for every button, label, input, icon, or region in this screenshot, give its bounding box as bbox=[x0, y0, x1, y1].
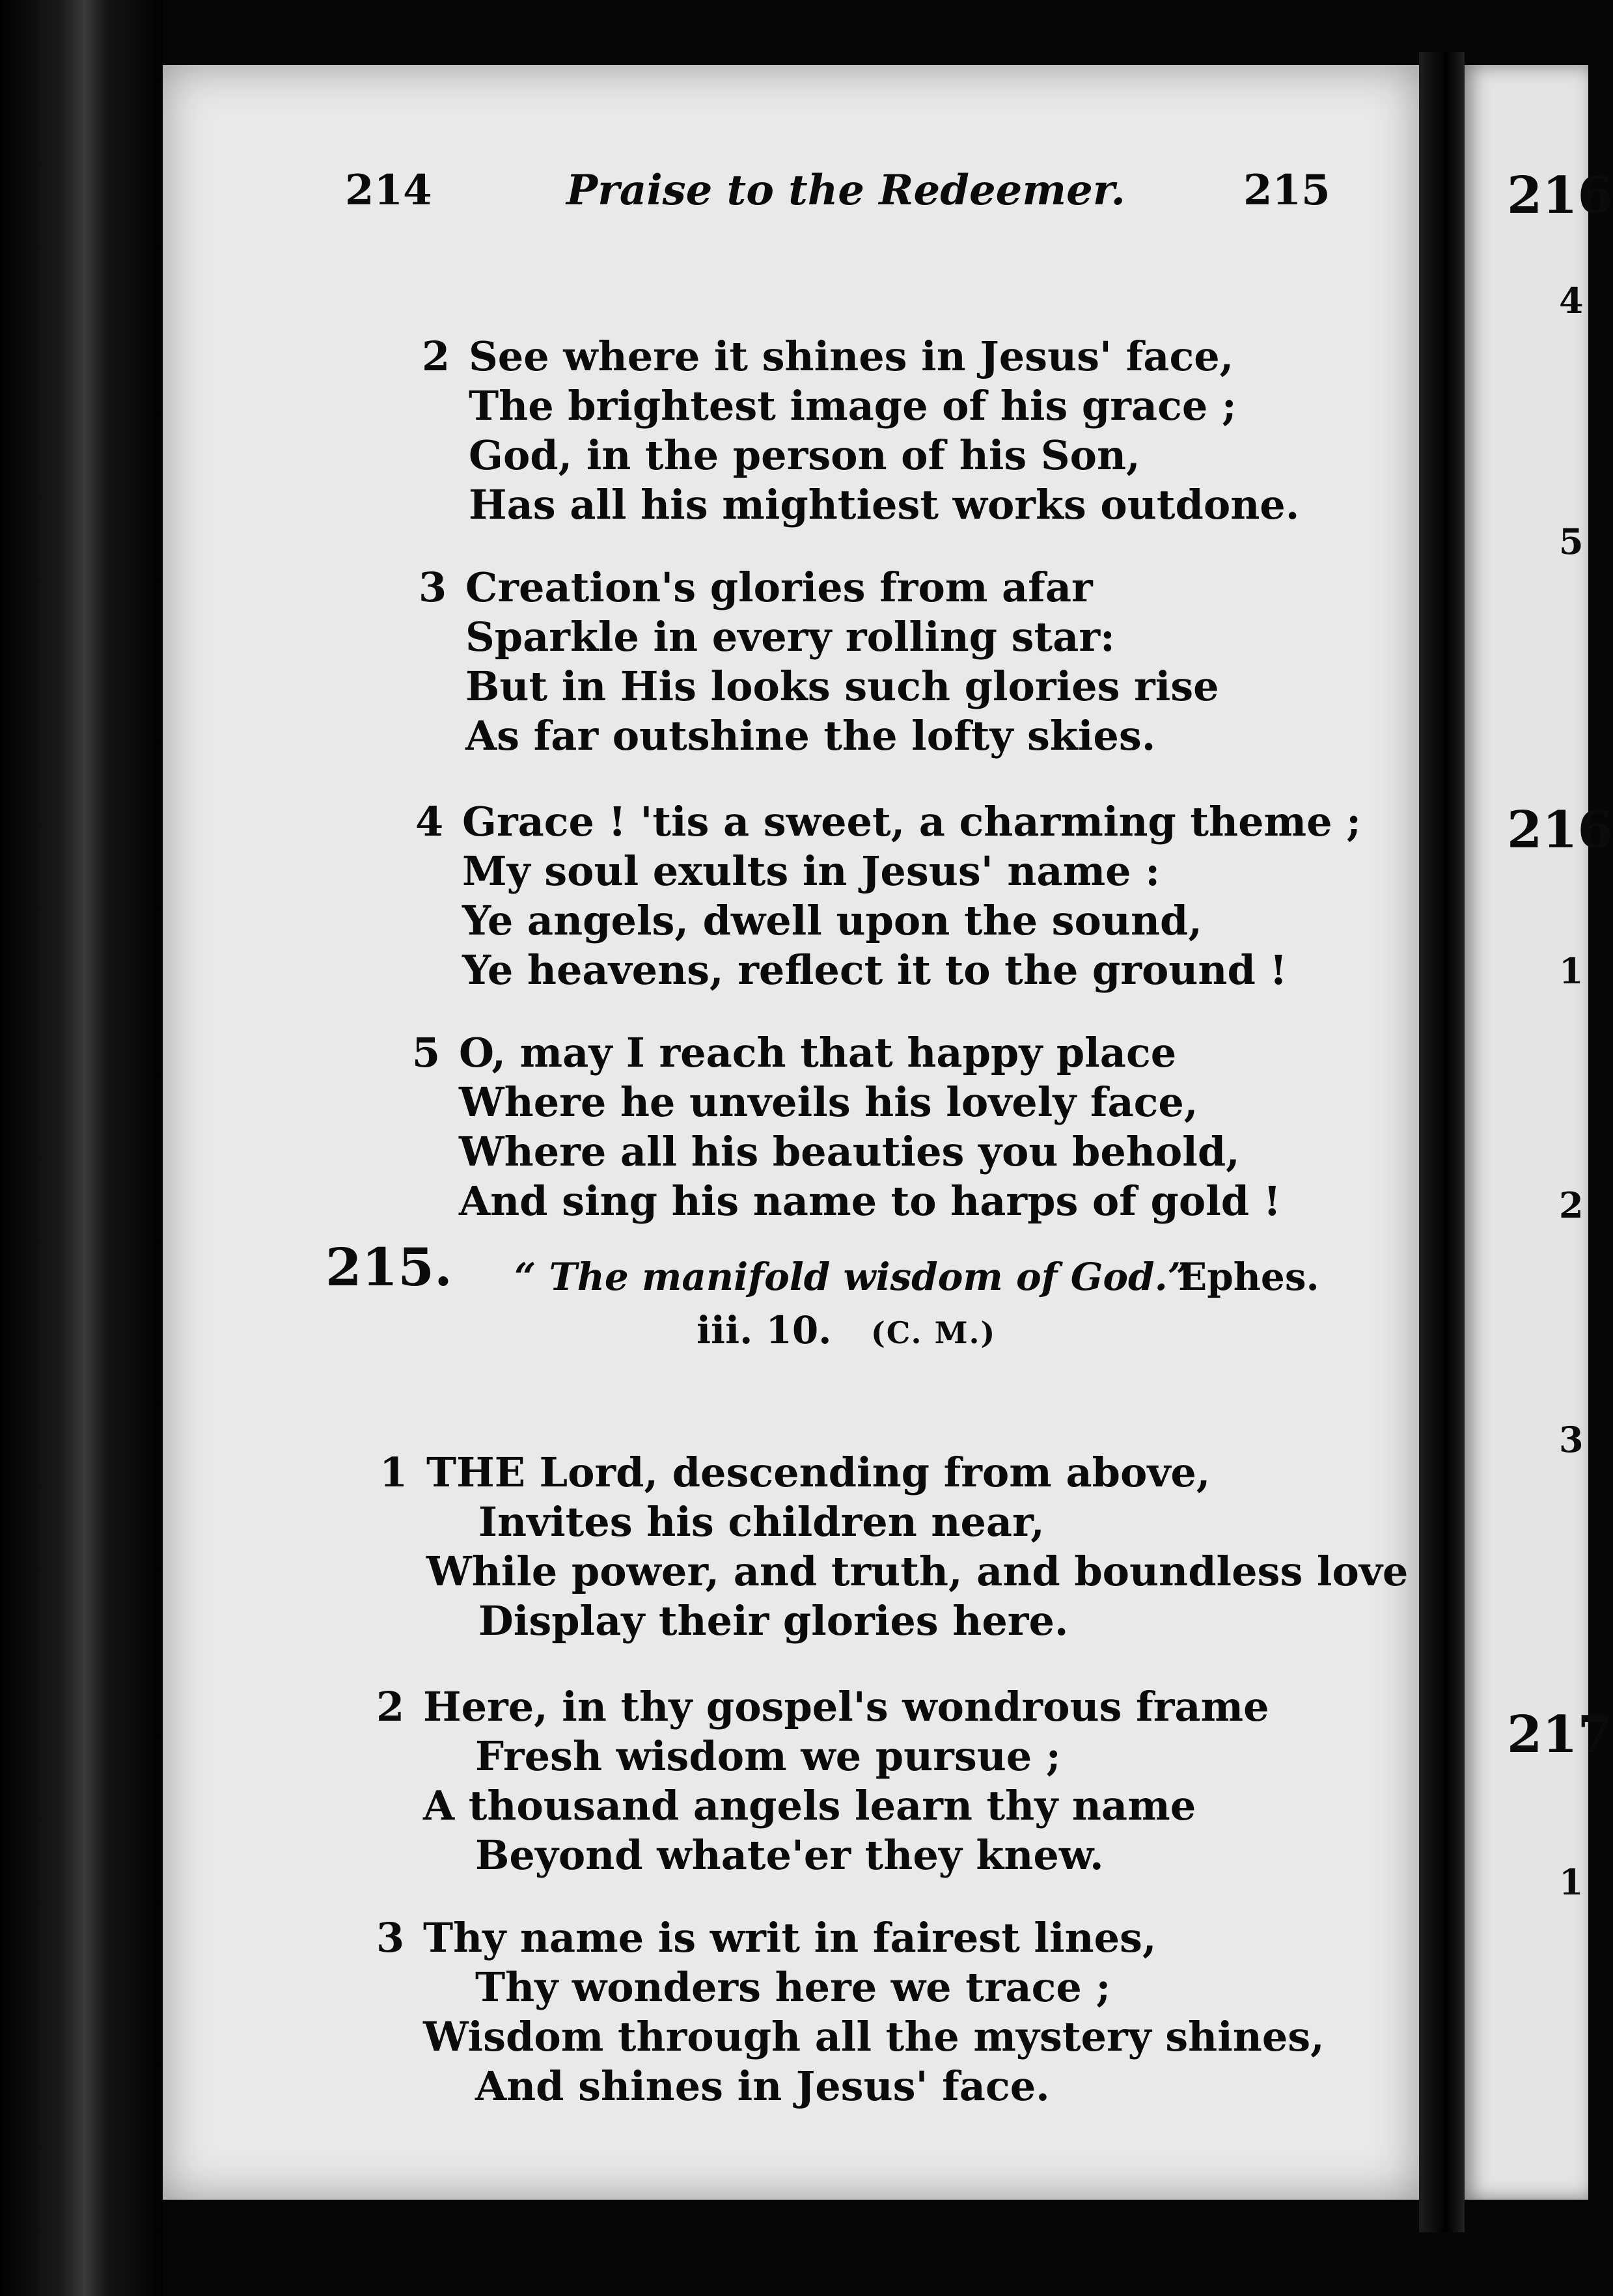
next-page-edge bbox=[1465, 65, 1613, 2200]
scripture-reference-continued bbox=[696, 1308, 996, 1352]
verse-line: My soul exults in Jesus' name : bbox=[462, 847, 1161, 895]
verse-line: Wisdom through all the mystery shines, bbox=[423, 2013, 1325, 2060]
verse-line: Here, in thy gospel's wondrous frame bbox=[423, 1683, 1269, 1730]
verse-number: 2 bbox=[376, 1683, 405, 1730]
verse-line: Thy wonders here we trace ; bbox=[475, 1963, 1111, 2011]
next-page-hymn-number: 217 bbox=[1507, 1705, 1613, 1764]
verse-line: THE Lord, descending from above, bbox=[426, 1449, 1211, 1496]
verse-line: Has all his mightiest works outdone. bbox=[469, 481, 1300, 528]
scripture-reference: Ephes. bbox=[1178, 1255, 1319, 1299]
next-page-fragment: 5 bbox=[1559, 521, 1584, 562]
verse-line: Thy name is writ in fairest lines, bbox=[423, 1914, 1157, 1961]
next-page-number: 216 bbox=[1507, 166, 1613, 225]
verse-number: 3 bbox=[419, 564, 447, 611]
hymn-215-verse-1 bbox=[379, 1448, 1409, 1646]
next-page-fragment: 2 bbox=[1559, 1184, 1584, 1226]
left-page bbox=[163, 65, 1419, 2200]
verse-line: The brightest image of his grace ; bbox=[469, 382, 1237, 430]
next-page-hymn-number: 216 bbox=[1507, 800, 1613, 860]
verse-line: But in His looks such glories rise bbox=[465, 663, 1219, 710]
hymn-214-verse-3 bbox=[419, 563, 1219, 761]
hymn-214-verse-4 bbox=[415, 797, 1362, 995]
hymn-meter: (C. M.) bbox=[870, 1315, 997, 1350]
hymn-215-heading bbox=[163, 1237, 1419, 1367]
hymn-number: 215. bbox=[325, 1237, 452, 1298]
verse-line: Display their glories here. bbox=[478, 1597, 1069, 1645]
page-header bbox=[163, 166, 1419, 218]
verse-line: Where he unveils his lovely face, bbox=[459, 1078, 1198, 1126]
verse-line: See where it shines in Jesus' face, bbox=[469, 333, 1234, 380]
verse-line: Ye angels, dwell upon the sound, bbox=[462, 897, 1202, 944]
reference-chapter-verse: iii. 10. bbox=[696, 1308, 832, 1352]
page-gutter bbox=[1419, 52, 1465, 2232]
verse-number: 2 bbox=[422, 333, 450, 380]
verse-number: 5 bbox=[412, 1029, 441, 1076]
verse-number: 1 bbox=[379, 1449, 408, 1496]
hymn-215-verse-3 bbox=[376, 1913, 1325, 2111]
next-page-fragment: 3 bbox=[1559, 1419, 1584, 1460]
verse-number: 4 bbox=[415, 798, 444, 845]
verse-line: Invites his children near, bbox=[478, 1498, 1045, 1546]
verse-line: A thousand angels learn thy name bbox=[423, 1782, 1196, 1829]
hymn-title: “ The manifold wisdom of God.” bbox=[514, 1255, 1190, 1299]
verse-line: And sing his name to harps of gold ! bbox=[459, 1177, 1281, 1225]
verse-line: Sparkle in every rolling star: bbox=[465, 613, 1115, 661]
left-page-number: 214 bbox=[345, 166, 432, 215]
running-title: Praise to the Redeemer. bbox=[566, 166, 1125, 215]
hymn-215-verse-2 bbox=[376, 1682, 1269, 1880]
verse-line: While power, and truth, and boundless love bbox=[426, 1548, 1409, 1595]
verse-line: Creation's glories from afar bbox=[465, 564, 1093, 611]
verse-line: Beyond whate'er they knew. bbox=[475, 1831, 1104, 1879]
verse-line: Ye heavens, reflect it to the ground ! bbox=[462, 946, 1288, 994]
hymn-214-verse-2 bbox=[422, 332, 1300, 530]
verse-line: God, in the person of his Son, bbox=[469, 431, 1140, 479]
next-page-fragment: 1 bbox=[1559, 950, 1584, 992]
next-page-fragment: 4 bbox=[1559, 280, 1584, 321]
verse-line: O, may I reach that happy place bbox=[459, 1029, 1177, 1076]
verse-number: 3 bbox=[376, 1914, 405, 1961]
verse-line: Grace ! 'tis a sweet, a charming theme ; bbox=[462, 798, 1362, 845]
verse-line: And shines in Jesus' face. bbox=[475, 2062, 1050, 2110]
next-page-fragment: 1 bbox=[1559, 1861, 1584, 1903]
right-page-number: 215 bbox=[1243, 166, 1330, 215]
verse-line: Where all his beauties you behold, bbox=[459, 1128, 1240, 1175]
hymn-214-verse-5 bbox=[412, 1028, 1281, 1226]
book-binding-edge bbox=[0, 0, 163, 2296]
verse-line: Fresh wisdom we pursue ; bbox=[475, 1732, 1061, 1780]
verse-line: As far outshine the lofty skies. bbox=[465, 712, 1156, 759]
